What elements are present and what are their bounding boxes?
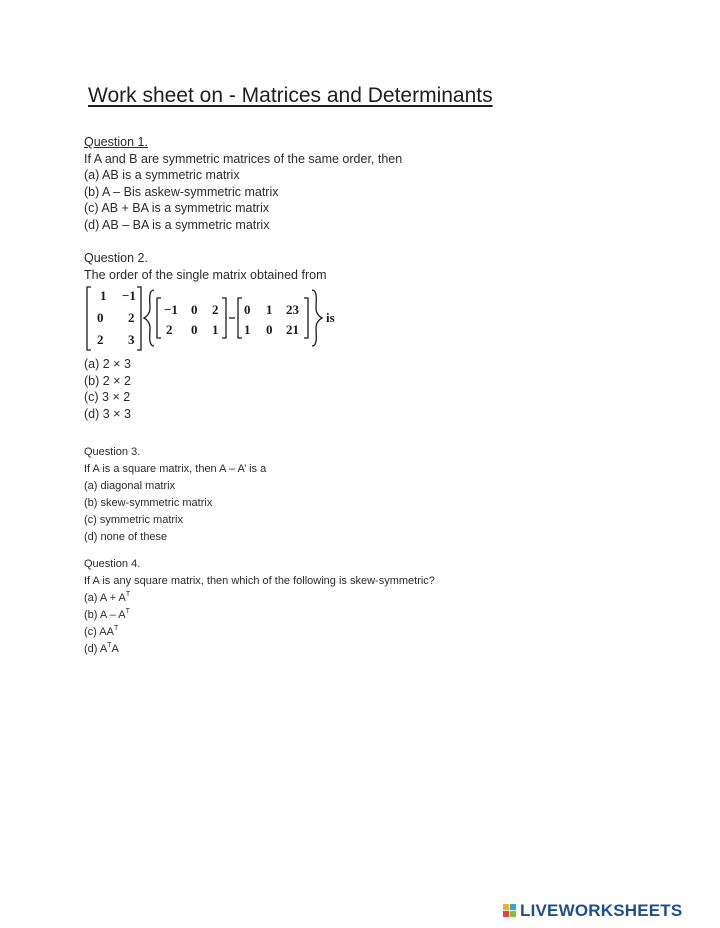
matrix-b-bracket-close	[222, 298, 226, 338]
question-stem: If A is a square matrix, then A – A’ is a	[84, 463, 267, 475]
matrix-entry: 2	[97, 332, 104, 347]
option-c: (c) $AA^T$	[84, 625, 119, 638]
matrix-entry: 1	[244, 322, 251, 337]
liveworksheets-logo-icon	[503, 904, 517, 918]
matrix-entry: −1	[122, 288, 136, 303]
option-b: (b) skew-symmetric matrix	[84, 497, 213, 509]
matrix-c-bracket-open	[238, 298, 242, 338]
logo-square	[510, 904, 516, 910]
option-d: (d) AB – BA is a symmetric matrix	[84, 217, 270, 232]
matrix-entry: 2	[166, 322, 173, 337]
option-c: (c) AB + BA is a symmetric matrix	[84, 201, 270, 215]
question-stem: The order of the single matrix obtained from	[84, 267, 327, 282]
left-matrix-bracket-open	[87, 287, 91, 350]
question-heading: Question 3.	[84, 446, 141, 458]
matrix-b-bracket-open	[157, 298, 161, 338]
logo-square	[503, 904, 509, 910]
question-1	[84, 134, 402, 233]
matrix-entry: 1	[212, 322, 219, 337]
matrix-c-bracket-close	[304, 298, 308, 338]
question-2	[84, 250, 326, 283]
matrix-entry: 23	[286, 302, 299, 317]
expression-suffix: is	[326, 310, 335, 325]
matrix-entry: 1	[266, 302, 273, 317]
logo-square	[503, 911, 509, 917]
logo-square	[510, 911, 516, 917]
question-heading: Question 1.	[84, 135, 148, 149]
option-b: (b) A – Bis askew-symmetric matrix	[84, 184, 279, 199]
question-stem: If A is any square matrix, then which of the following is skew-symmetric?	[84, 575, 435, 587]
matrix-entry: 0	[191, 322, 198, 337]
question-stem: If A and B are symmetric matrices of the same order, then	[84, 151, 403, 166]
matrix-entry: 0	[97, 310, 104, 325]
option-d: (d) 3 × 3	[84, 406, 131, 421]
logo-text: LIVEWORKSHEETS	[520, 901, 683, 920]
matrix-entry: 3	[128, 332, 135, 347]
matrix-entry: 1	[100, 288, 107, 303]
option-d: (d) $A^TA$	[84, 642, 119, 655]
option-c: (c) 3 × 2	[84, 390, 131, 404]
left-matrix-bracket-close	[137, 287, 141, 350]
option-a: (a) diagonal matrix	[84, 480, 176, 492]
matrix-entry: 21	[286, 322, 299, 337]
liveworksheets-logo	[503, 902, 682, 920]
option-b: (b) 2 × 2	[84, 373, 131, 388]
option-c: (c) symmetric matrix	[84, 514, 183, 526]
matrix-entry: 0	[266, 322, 273, 337]
question-4	[84, 556, 435, 658]
matrix-entry: −1	[164, 302, 178, 317]
question-3	[84, 444, 266, 546]
question-2-options	[84, 356, 131, 422]
matrix-entry: 0	[191, 302, 198, 317]
option-a: (a) AB is a symmetric matrix	[84, 168, 240, 182]
worksheet-title: Work sheet on - Matrices and Determinants	[88, 84, 493, 107]
matrix-entry: 2	[212, 302, 219, 317]
option-d: (d) none of these	[84, 531, 168, 543]
matrix-entry: 0	[244, 302, 251, 317]
matrix-entry: 2	[128, 310, 135, 325]
matrix-expression	[84, 284, 384, 354]
question-heading: Question 4.	[84, 558, 141, 570]
open-brace	[144, 290, 154, 346]
option-a: (a) 2 × 3	[84, 357, 131, 371]
option-a: (a) $A + A^T$	[84, 591, 131, 604]
option-b: (b) A – $A^T$	[84, 608, 130, 621]
close-brace	[312, 290, 322, 346]
question-heading: Question 2.	[84, 251, 148, 265]
